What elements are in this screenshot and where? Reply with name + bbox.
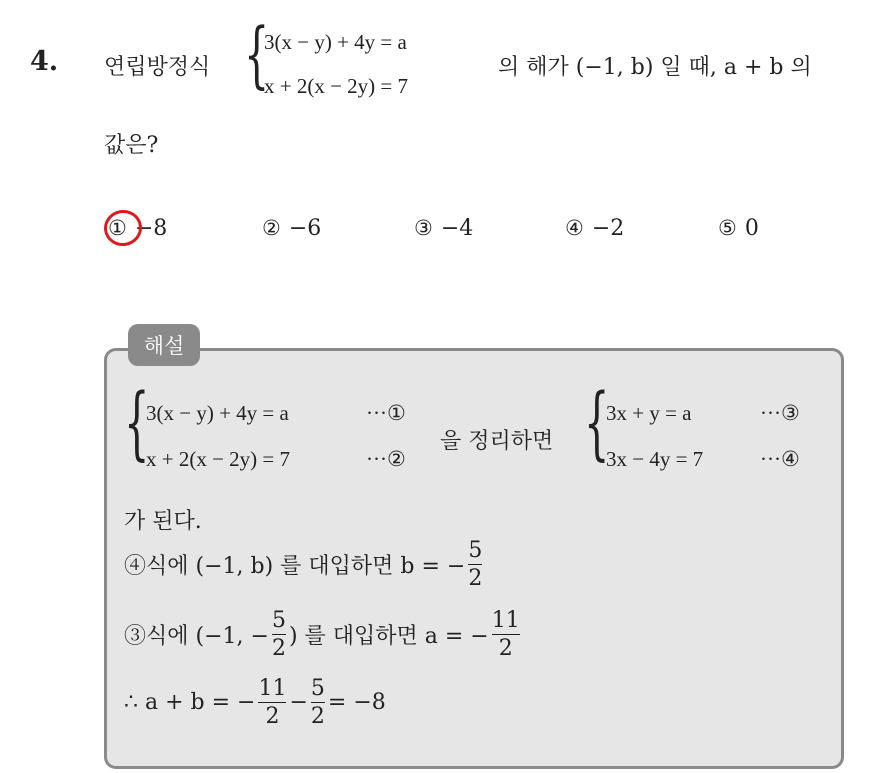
question-intro: 연립방정식 [104, 55, 211, 80]
fraction-sum-2 [311, 676, 325, 730]
fraction-inline-denominator: 2 [271, 636, 286, 662]
choice-2-mark: ② [262, 216, 281, 240]
solution-step-2 [124, 608, 523, 662]
solution-step-1 [124, 538, 485, 592]
choice-3-value: −4 [440, 216, 474, 241]
solution-step-2-pre: ③식에 (−1, − [124, 624, 269, 650]
question-system-brace: { [244, 12, 270, 96]
fraction-a-bar [492, 634, 520, 635]
choice-5[interactable] [718, 216, 759, 241]
choice-1-mark: ① [108, 216, 127, 240]
choice-2-value: −6 [288, 216, 322, 241]
solution-sys2-eq-2: 3x − 4y = 7 [606, 447, 704, 471]
fraction-sum-1-bar [258, 702, 286, 703]
solution-sys1-tag-2: ···② [366, 447, 406, 471]
solution-step-3-post: = −8 [327, 690, 386, 716]
solution-system-1-brace: { [124, 376, 150, 469]
fraction-a-denominator: 2 [498, 636, 513, 662]
solution-sys1-eq-2: x + 2(x − 2y) = 7 [146, 447, 291, 471]
fraction-a [492, 608, 520, 662]
solution-step-1-text: ④식에 (−1, b) 를 대입하면 b = − [124, 554, 466, 580]
solution-step-3-pre: ∴ a + b = − [124, 690, 256, 716]
solution-step-3 [124, 676, 386, 730]
fraction-sum-2-denominator: 2 [310, 704, 325, 730]
solution-system-2-brace: { [584, 376, 610, 469]
choice-4-value: −2 [591, 216, 625, 241]
fraction-inline-bar [272, 634, 286, 635]
fraction-inline-numerator: 5 [271, 608, 286, 633]
choice-4-mark: ④ [565, 216, 584, 240]
question-eq-2: x + 2(x − 2y) = 7 [264, 74, 409, 98]
fraction-b-denominator: 2 [468, 566, 483, 592]
choice-3[interactable] [414, 216, 473, 241]
solution-connector: 을 정리하면 [440, 429, 554, 454]
fraction-b-bar [468, 564, 482, 565]
choice-4[interactable] [565, 216, 624, 241]
fraction-b [468, 538, 482, 592]
solution-tag: 해설 [128, 324, 200, 366]
fraction-sum-2-numerator: 5 [310, 676, 325, 701]
choice-3-mark: ③ [414, 216, 433, 240]
question-number: 4. [30, 46, 59, 77]
solution-step-2-post: ) 를 대입하면 a = − [288, 624, 489, 650]
solution-step-3-mid: − [289, 690, 308, 716]
selected-answer-circle [102, 208, 145, 249]
solution-sys2-tag-1: ···③ [760, 401, 800, 425]
fraction-sum-1 [258, 676, 286, 730]
fraction-sum-1-denominator: 2 [265, 704, 280, 730]
question-eq-1: 3(x − y) + 4y = a [264, 30, 407, 54]
solution-sys1-eq-1: 3(x − y) + 4y = a [146, 401, 289, 425]
choice-5-mark: ⑤ [718, 216, 737, 240]
solution-becomes-line: 가 된다. [124, 509, 202, 534]
fraction-sum-1-numerator: 11 [258, 676, 287, 701]
choice-5-value: 0 [744, 216, 759, 241]
choice-2[interactable] [262, 216, 321, 241]
question-tail: 의 해가 (−1, b) 일 때, a + b 의 [498, 55, 812, 80]
choice-1-value: −8 [134, 216, 168, 241]
solution-sys2-tag-2: ···④ [760, 447, 800, 471]
solution-sys2-eq-1: 3x + y = a [606, 401, 692, 425]
fraction-a-numerator: 11 [491, 608, 520, 633]
question-line-2: 값은? [104, 133, 159, 158]
fraction-inline [272, 608, 286, 662]
fraction-b-numerator: 5 [468, 538, 483, 563]
fraction-sum-2-bar [311, 702, 325, 703]
solution-sys1-tag-1: ···① [366, 401, 406, 425]
